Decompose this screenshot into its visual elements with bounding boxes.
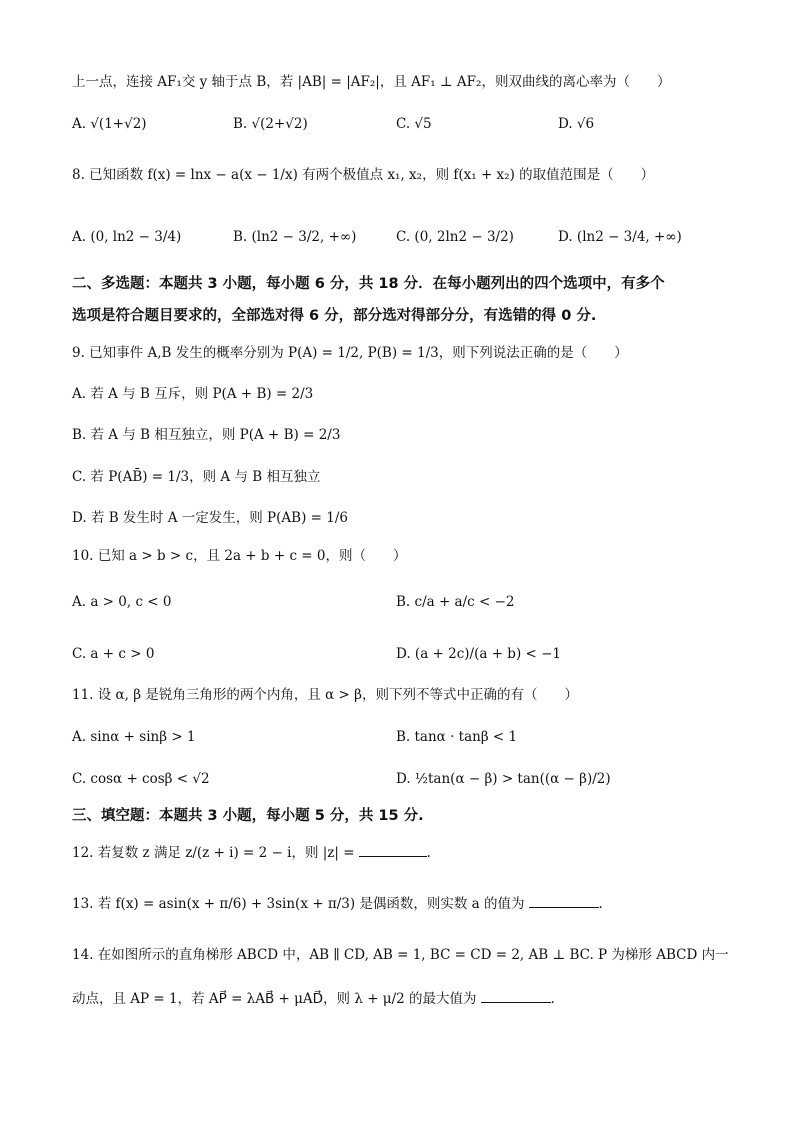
q14-tail: . (550, 991, 555, 1007)
q10-option-d: D. (a + 2c)/(a + b) < −1 (396, 646, 562, 662)
q8-option-b: B. (ln2 − 3/2, +∞) (233, 229, 357, 245)
q10-stem: 10. 已知 a > b > c，且 2a + b + c = 0，则（ ） (72, 548, 407, 564)
q7-option-c: C. √5 (396, 116, 432, 132)
q9-option-c: C. 若 P(AB̄) = 1/3，则 A 与 B 相互独立 (72, 469, 321, 485)
q7-option-d: D. √6 (558, 116, 595, 132)
q14-line-1: 14. 在如图所示的直角梯形 ABCD 中，AB ∥ CD, AB = 1, BC = CD = 2, AB ⊥ BC. P 为梯形 ABCD 内一 (72, 947, 729, 963)
section-2-heading-line-1: 二、多选题：本题共 3 小题，每小题 6 分，共 18 分．在每小题列出的四个选项中，有多个 (72, 276, 665, 292)
q10-option-b: B. c/a + a/c < −2 (396, 594, 515, 610)
q9-option-a: A. 若 A 与 B 互斥，则 P(A + B) = 2/3 (72, 386, 314, 402)
section-2-heading-line-2: 选项是符合题目要求的，全部选对得 6 分，部分选对得部分分，有选错的得 0 分. (72, 308, 597, 324)
q12-line (72, 842, 431, 863)
section-3-heading: 三、填空题：本题共 3 小题，每小题 5 分，共 15 分. (72, 808, 424, 824)
q11-option-b: B. tanα · tanβ < 1 (396, 729, 518, 745)
q8-stem: 8. 已知函数 f(x) = lnx − a(x − 1/x) 有两个极值点 x₁, x₂，则 f(x₁ + x₂) 的取值范围是（ ） (72, 167, 655, 183)
q14-stem: 动点，且 AP = 1，若 AP⃗ = λAB⃗ + μAD⃗，则 λ + μ/2 的最大值为 (72, 991, 477, 1007)
q12-answer-blank[interactable] (359, 842, 427, 857)
q11-stem: 11. 设 α, β 是锐角三角形的两个内角，且 α > β，则下列不等式中正确的有（ ） (72, 687, 578, 703)
q11-option-d: D. ½tan(α − β) > tan((α − β)/2) (396, 771, 611, 787)
q10-option-a: A. a > 0, c < 0 (72, 594, 172, 610)
q9-option-b: B. 若 A 与 B 相互独立，则 P(A + B) = 2/3 (72, 427, 341, 443)
q11-option-a: A. sinα + sinβ > 1 (72, 729, 196, 745)
q13-answer-blank[interactable] (529, 893, 599, 908)
q7-option-b: B. √(2+√2) (233, 116, 308, 132)
q12-tail: . (426, 845, 431, 861)
q9-stem: 9. 已知事件 A,B 发生的概率分别为 P(A) = 1/2, P(B) = 1/3，则下列说法正确的是（ ） (72, 345, 628, 361)
q13-tail: . (598, 896, 603, 912)
q13-stem: 13. 若 f(x) = asin(x + π/6) + 3sin(x + π/3) 是偶函数，则实数 a 的值为 (72, 896, 525, 912)
q10-option-c: C. a + c > 0 (72, 646, 155, 662)
q11-option-c: C. cosα + cosβ < √2 (72, 771, 210, 787)
q8-option-d: D. (ln2 − 3/4, +∞) (558, 229, 682, 245)
q9-option-d: D. 若 B 发生时 A 一定发生，则 P(AB) = 1/6 (72, 510, 348, 526)
q12-stem: 12. 若复数 z 满足 z/(z + i) = 2 − i，则 |z| = (72, 845, 355, 861)
q13-line (72, 893, 603, 914)
q8-option-a: A. (0, ln2 − 3/4) (72, 229, 182, 245)
q7-stem: 上一点，连接 AF₁交 y 轴于点 B，若 |AB| = |AF₂|，且 AF₁ ⊥ AF₂，则双曲线的离心率为（ ） (72, 74, 671, 90)
q14-answer-blank[interactable] (481, 988, 551, 1003)
q7-option-a: A. √(1+√2) (72, 116, 147, 132)
q8-option-c: C. (0, 2ln2 − 3/2) (396, 229, 514, 245)
q14-line-2 (72, 988, 555, 1009)
